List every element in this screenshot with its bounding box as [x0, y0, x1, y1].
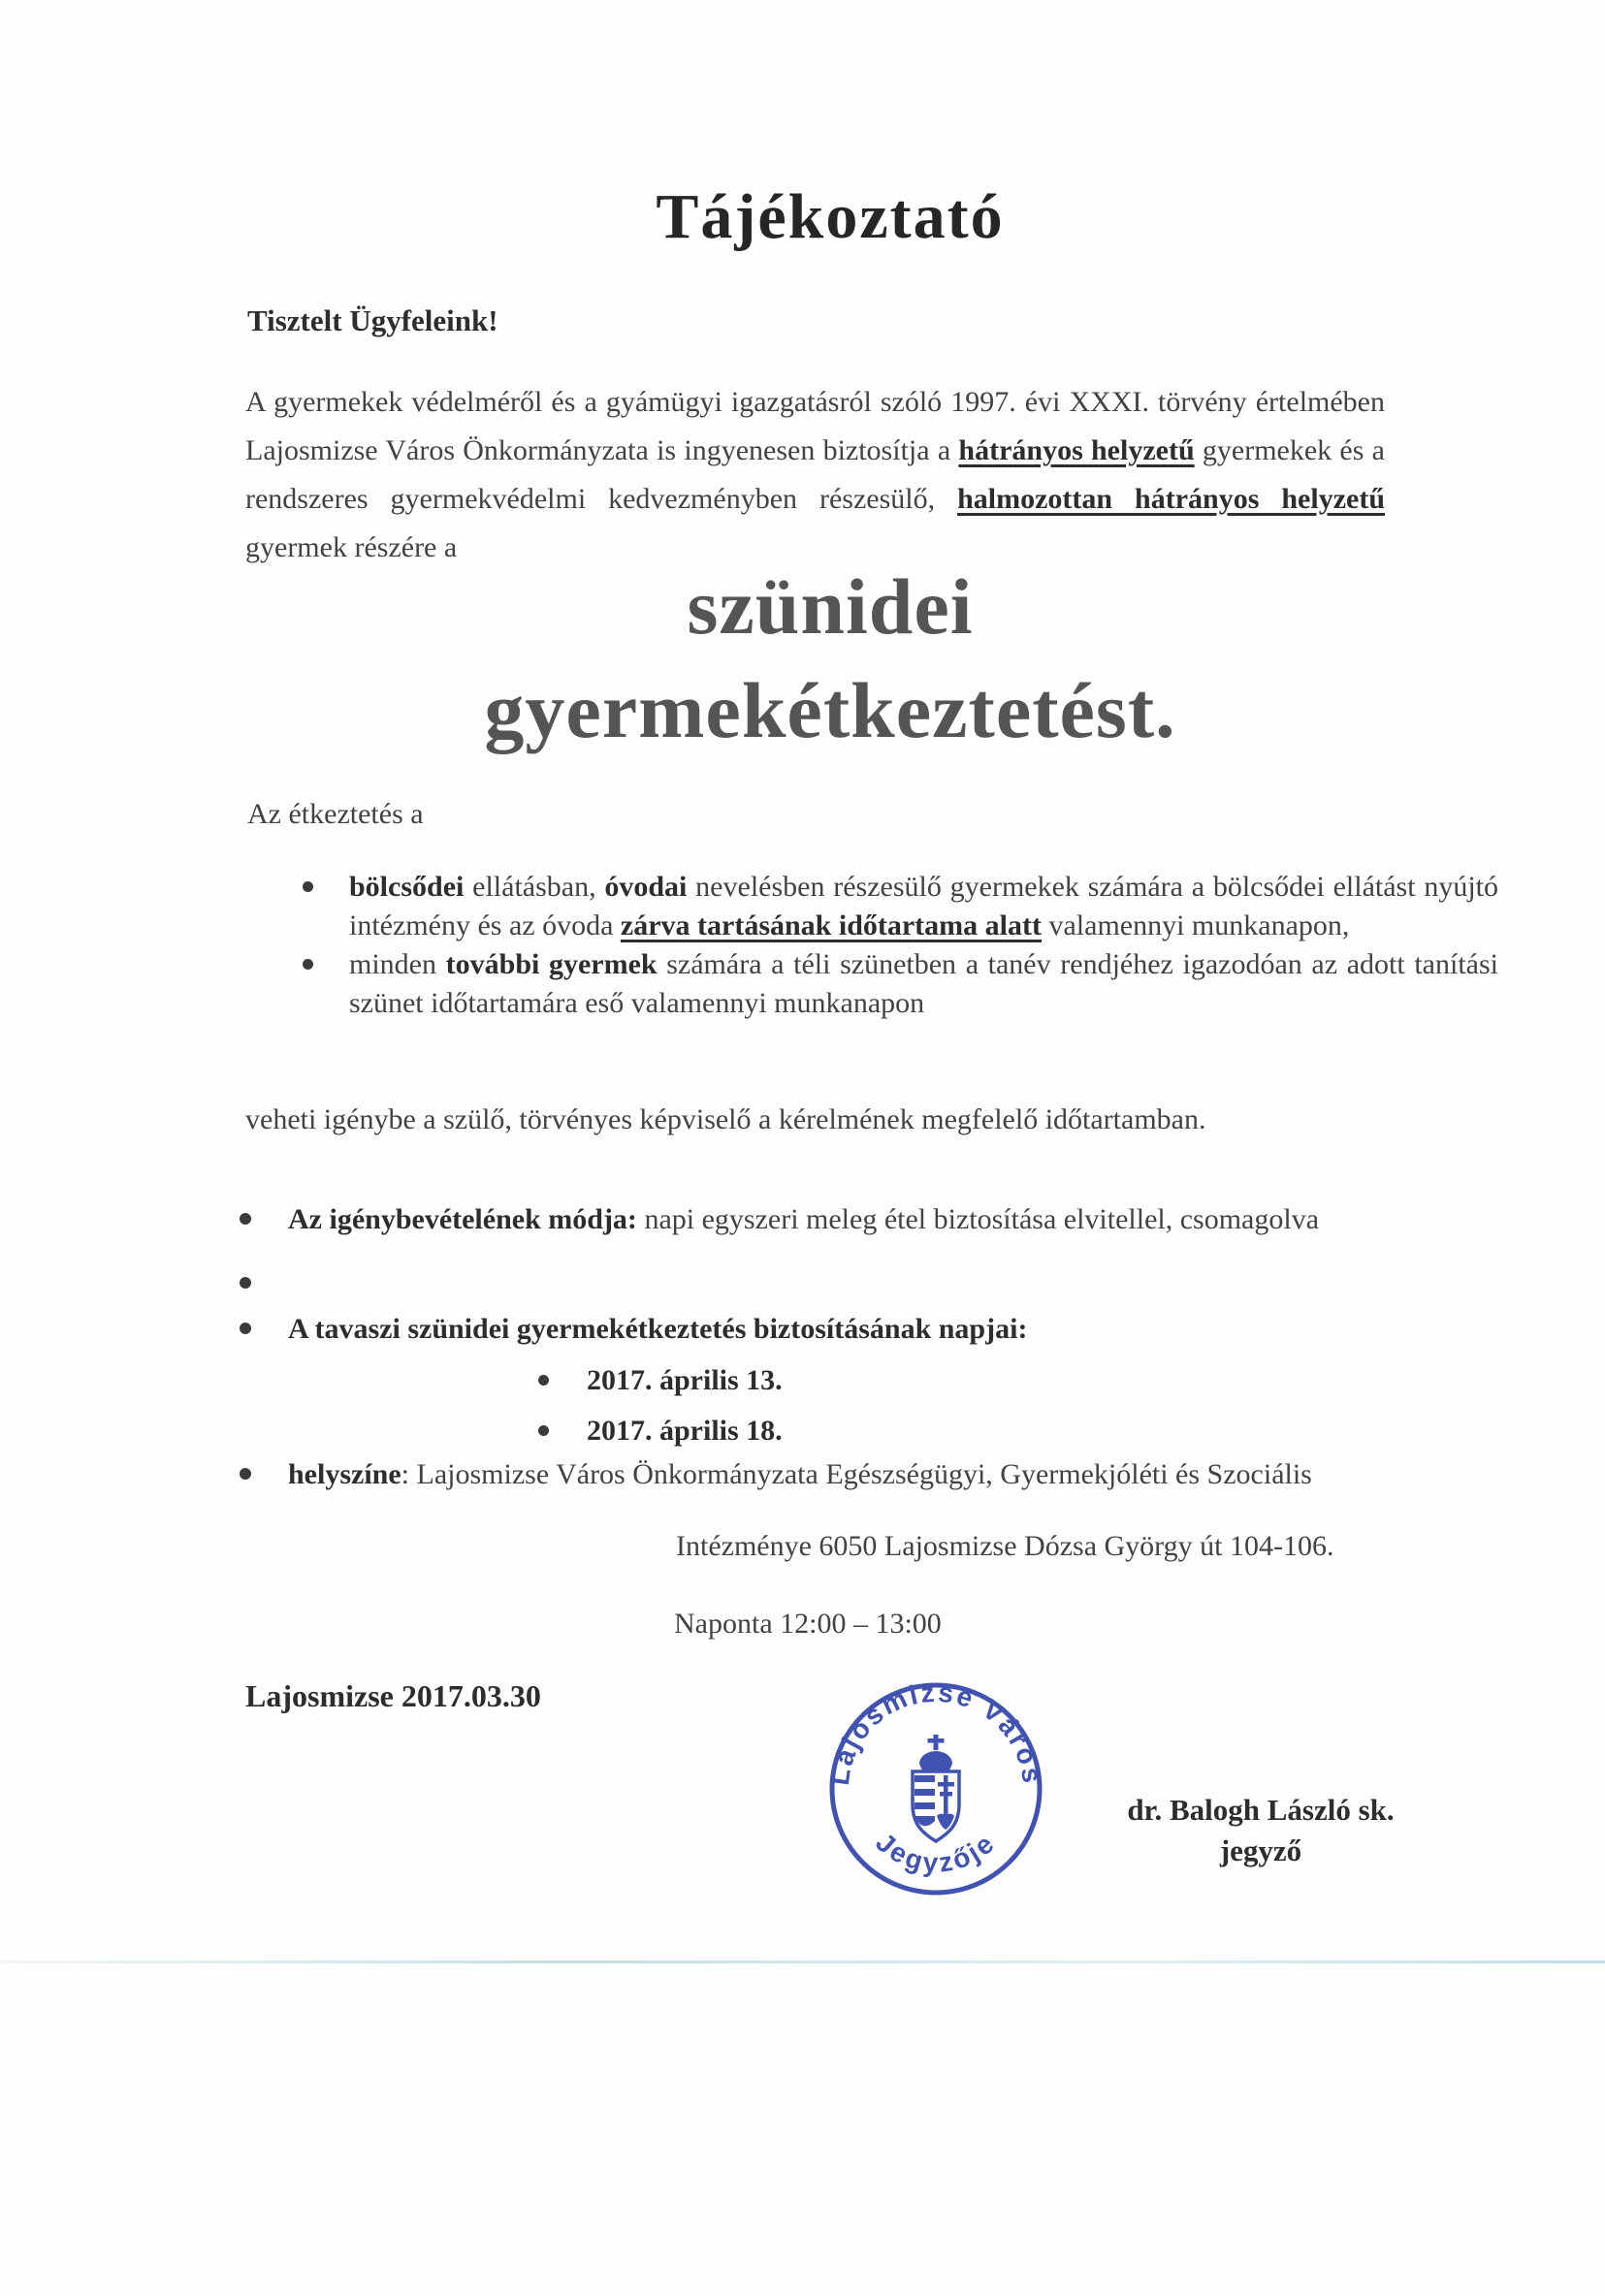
detail-item-location — [240, 1454, 1491, 1495]
intro-text-1: A gyermekek védelméről és a gyámügyi igazgatásról szóló 1997. évi XXXI. törvény értelmében Lajosmizse Város Önkormányzata is ingyenesen biztosítja a — [245, 386, 1385, 466]
intro-text-2: gyermekek és a rendszeres gyermekvédelmi kedvezményben részesülő, — [245, 434, 1385, 515]
bullet-icon — [240, 1277, 251, 1289]
stamp-arc-bottom-text: Jegyzője — [870, 1827, 1002, 1878]
greeting: Tisztelt Ügyfeleink! — [247, 303, 498, 337]
usage-note: veheti igénybe a szülő, törvényes képviselő a kérelmének megfelelő időtartamban. — [245, 1103, 1206, 1135]
day-item-1 — [538, 1360, 1491, 1401]
eligibility-list — [303, 868, 1498, 1023]
intro-emphasis-1: hátrányos helyzetű — [958, 434, 1195, 466]
bullet-icon — [538, 1375, 549, 1386]
daily-time-line: Naponta 12:00 – 13:00 — [674, 1608, 942, 1640]
stamp-graphic — [827, 1680, 1044, 1897]
item-text: nevelésben részesülő gyermekek számára a bölcsődei ellátást nyújtó intézmény és az óvoda — [349, 871, 1498, 941]
signature-role: jegyző — [1219, 1834, 1302, 1867]
days-sublist — [538, 1360, 1491, 1451]
method-label: Az igénybevételének módja: — [288, 1203, 637, 1235]
scan-artifact-line — [0, 1961, 1605, 1963]
location-text: : Lajosmizse Város Önkormányzata Egészségügyi, Gyermekjóléti és Szociális — [401, 1458, 1312, 1490]
item-emphasis: óvodai — [604, 871, 688, 903]
item-emphasis: bölcsődei — [349, 871, 465, 903]
detail-item-empty — [240, 1263, 1491, 1304]
headline-line-2: gyermekétkeztetést. — [484, 666, 1176, 754]
detail-item-method — [240, 1199, 1491, 1240]
bullet-icon — [240, 1323, 251, 1334]
intro-text-3: gyermek részére a — [245, 531, 458, 563]
headline-line-1: szünidei — [687, 562, 974, 651]
eligibility-item-1 — [303, 868, 1498, 945]
item-text: valamennyi munkanapon, — [1041, 909, 1350, 941]
page-title: Tájékoztató — [656, 181, 1005, 252]
item-text: ellátásban, — [464, 871, 605, 903]
detail-item-days — [240, 1309, 1491, 1350]
official-stamp — [827, 1680, 1044, 1897]
item-underlined-emphasis: zárva tartásának időtartama alatt — [620, 909, 1042, 941]
location-address-line: Intézménye 6050 Lajosmizse Dózsa György út 104-106. — [676, 1530, 1334, 1562]
bullet-icon — [303, 959, 313, 970]
days-label: A tavaszi szünidei gyermekétkeztetés biztosításának napjai: — [288, 1313, 1028, 1345]
details-list — [240, 1199, 1491, 1495]
svg-text:Jegyzője — [870, 1827, 1001, 1878]
item-text: számára a téli szünetben a tanév rendjéhez igazodóan az adott tanítási szünet időtartamára eső valamennyi munkanapon — [349, 948, 1498, 1019]
intro-paragraph — [245, 378, 1385, 572]
day-date: 2017. április 18. — [587, 1415, 783, 1447]
day-item-2 — [538, 1411, 1491, 1451]
hungarian-coat-of-arms-icon — [913, 1735, 959, 1841]
item-text: minden — [349, 948, 446, 980]
signature-block — [1117, 1790, 1404, 1871]
method-text: napi egyszeri meleg étel biztosítása elvitellel, csomagolva — [636, 1203, 1320, 1235]
signature-name: dr. Balogh László sk. — [1127, 1793, 1395, 1827]
intro-emphasis-2: halmozottan hátrányos helyzetű — [957, 483, 1386, 515]
bullet-icon — [240, 1468, 251, 1480]
bullet-icon — [303, 881, 313, 892]
bullet-icon — [240, 1213, 251, 1225]
item-emphasis: további gyermek — [445, 948, 658, 980]
lead-in-text: Az étkeztetés a — [247, 798, 424, 830]
headline — [0, 555, 1605, 762]
eligibility-item-2 — [303, 945, 1498, 1023]
day-date: 2017. április 13. — [587, 1364, 783, 1396]
date-line: Lajosmizse 2017.03.30 — [245, 1678, 541, 1713]
stamp-arc-top-text: Lajosmizse Város — [827, 1680, 1044, 1788]
location-label: helyszíne — [288, 1458, 401, 1490]
bullet-icon — [538, 1425, 549, 1436]
